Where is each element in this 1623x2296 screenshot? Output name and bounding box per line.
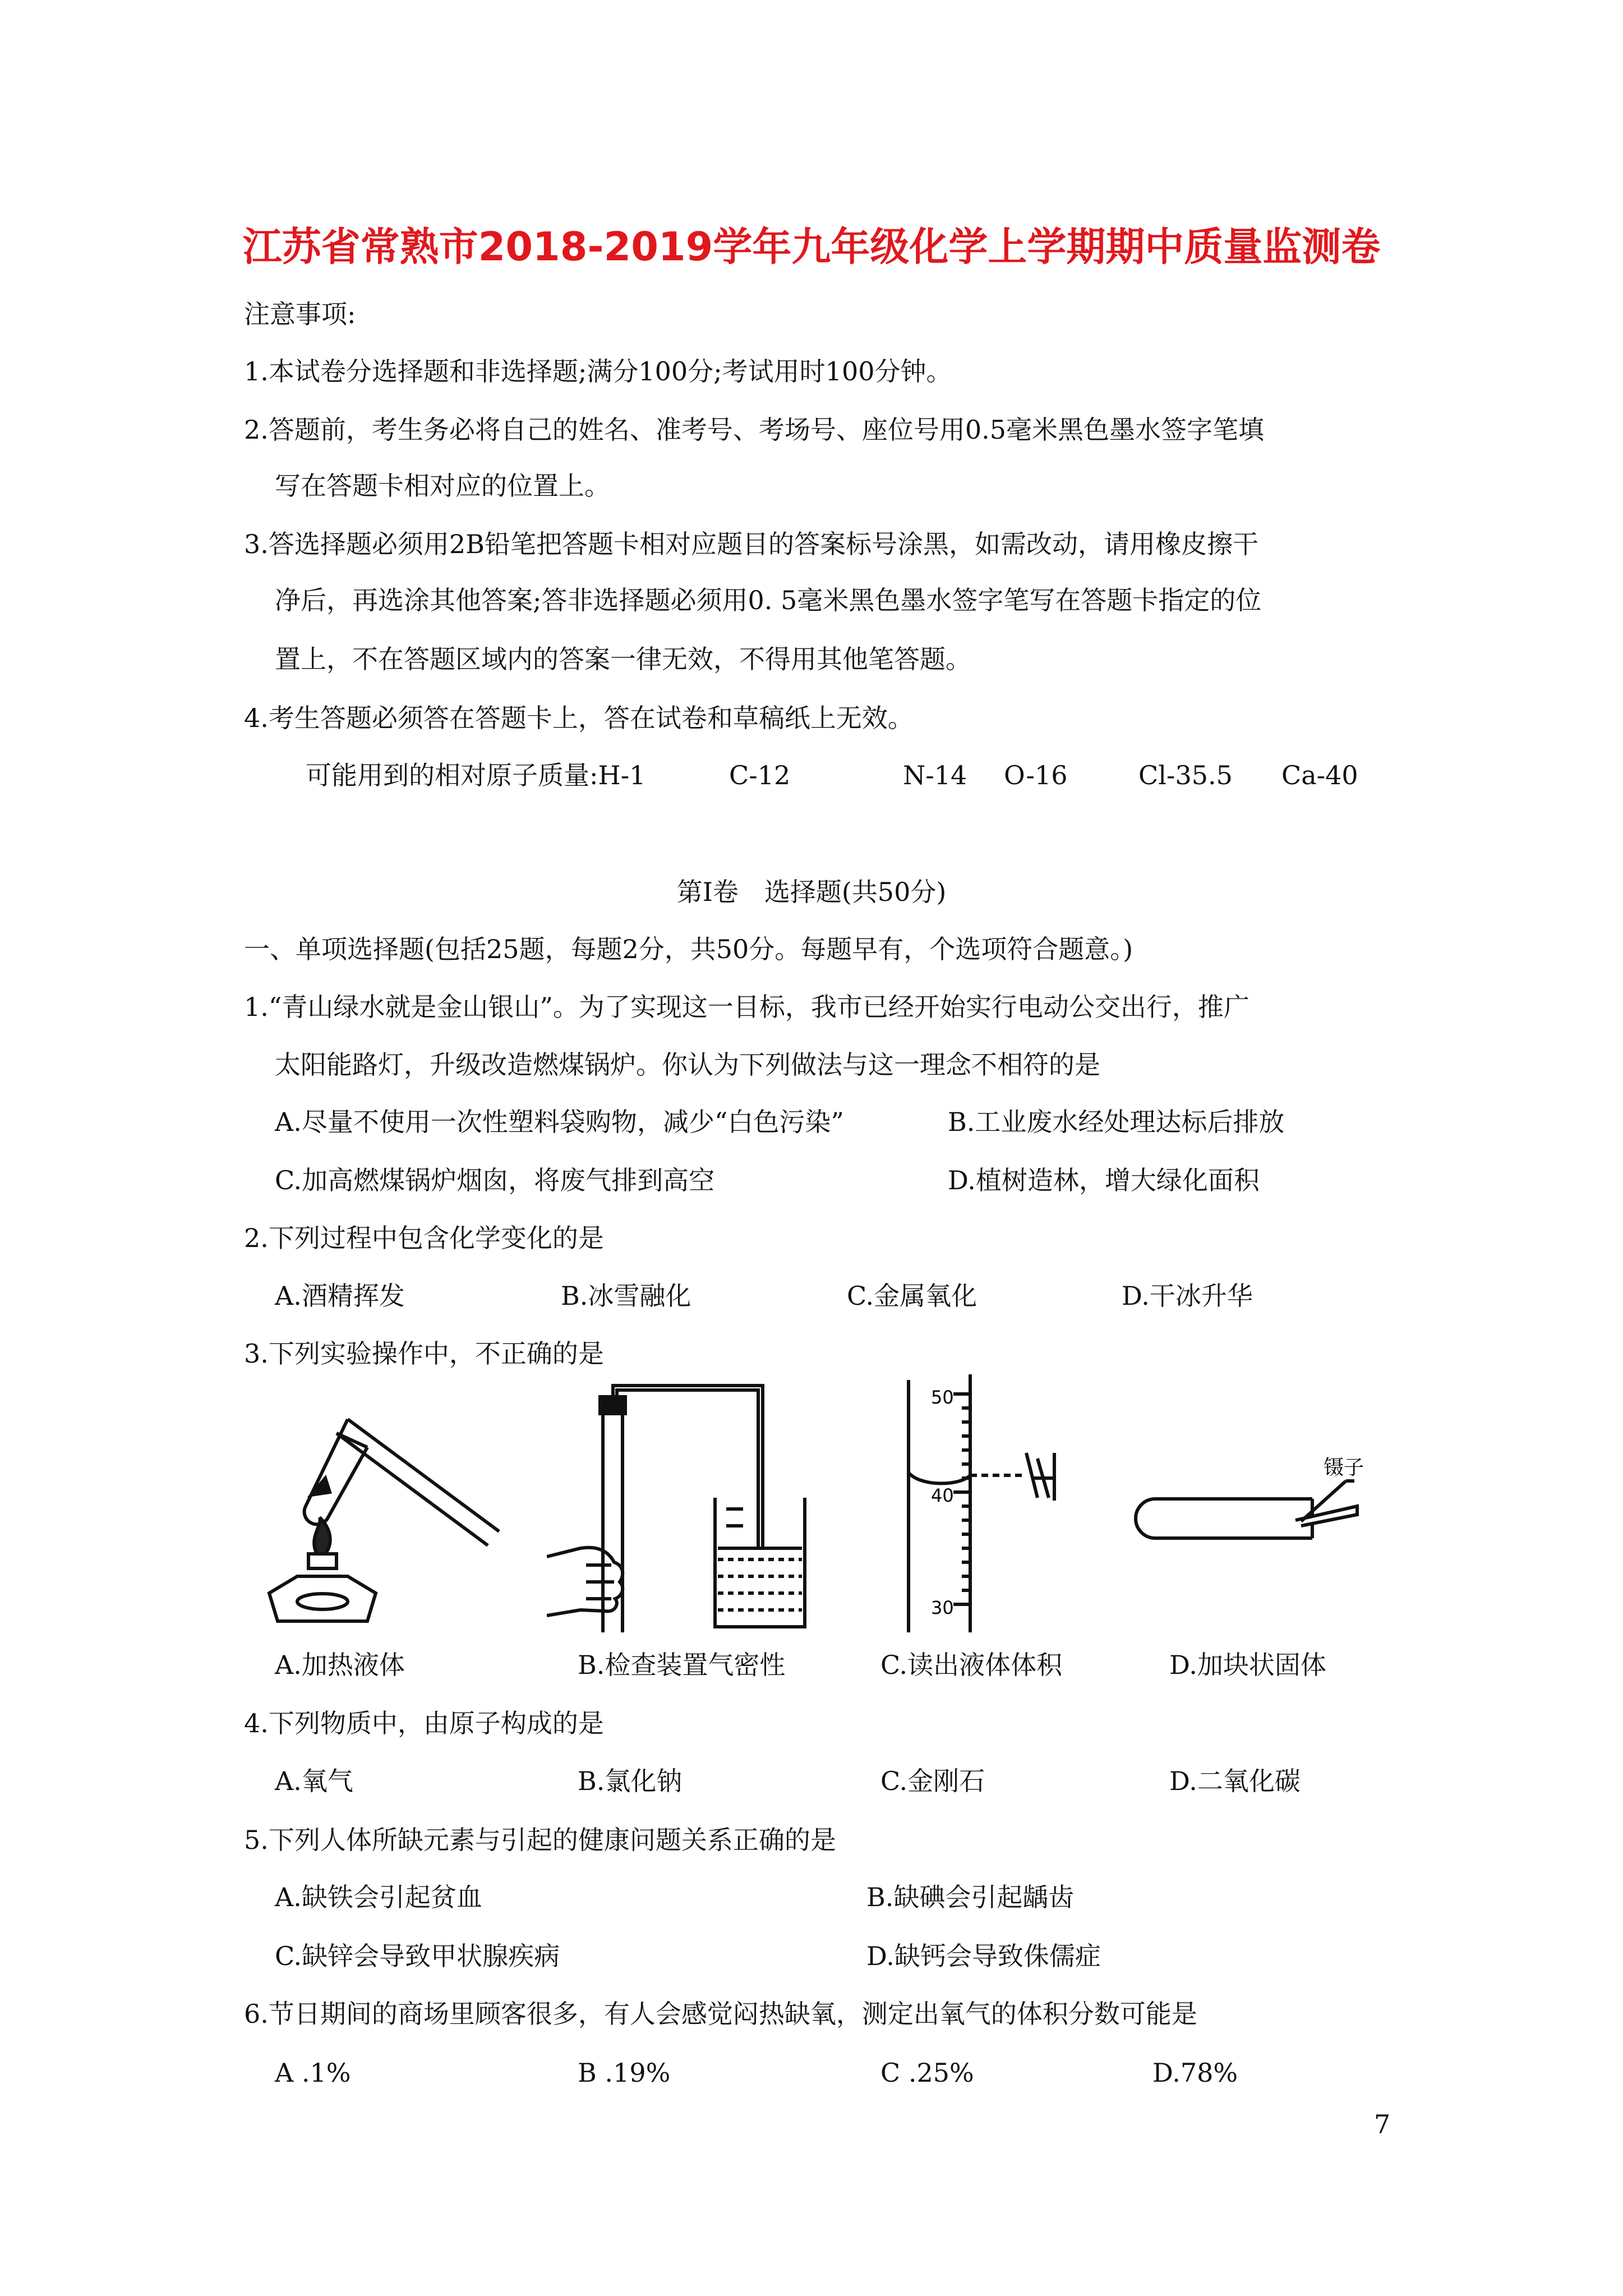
option-2a: A.酒精挥发 xyxy=(275,1281,405,1311)
note-item-3-line-3: 置上，不在答题区域内的答案一律无效，不得用其他笔答题。 xyxy=(275,644,971,674)
option-2c: C.金属氧化 xyxy=(847,1281,978,1311)
question-6: 6.节日期间的商场里顾客很多，有人会感觉闷热缺氧，测定出氧气的体积分数可能是 xyxy=(244,1999,1197,2029)
option-3c: C.读出液体体积 xyxy=(880,1650,1063,1680)
question-1-line-2: 太阳能路灯，升级改造燃煤锅炉。你认为下列做法与这一理念不相符的是 xyxy=(275,1050,1100,1080)
question-2: 2.下列过程中包含化学变化的是 xyxy=(244,1223,604,1253)
option-1b: B.工业废水经处理达标后排放 xyxy=(948,1107,1285,1137)
option-1a: A.尽量不使用一次性塑料袋购物，减少“白色污染” xyxy=(275,1107,844,1137)
option-6c: C .25% xyxy=(880,2058,974,2088)
option-3d: D.加块状固体 xyxy=(1169,1650,1326,1680)
page-number: 7 xyxy=(1374,2109,1391,2139)
cylinder-tick-50: 50 xyxy=(931,1387,954,1408)
option-6a: A .1% xyxy=(275,2058,351,2088)
air-tightness-figure xyxy=(547,1380,822,1644)
section-title: 第Ⅰ卷 选择题(共50分) xyxy=(676,877,947,907)
note-item-2-line-1: 2.答题前，考生务必将自己的姓名、准考号、考场号、座位号用0.5毫米黑色墨水签字笔填 xyxy=(244,415,1265,445)
graduated-cylinder-figure xyxy=(886,1369,1099,1638)
atomic-mass-c: C-12 xyxy=(729,760,791,790)
option-2b: B.冰雪融化 xyxy=(561,1281,691,1311)
note-item-3-line-1: 3.答选择题必须用2B铅笔把答题卡相对应题目的答案标号涂黑，如需改动，请用橡皮擦干 xyxy=(244,529,1258,559)
atomic-mass-label: 可能用到的相对原子质量:H-1 xyxy=(306,760,646,790)
option-2d: D.干冰升华 xyxy=(1122,1281,1253,1311)
note-item-2-line-2: 写在答题卡相对应的位置上。 xyxy=(275,471,610,501)
option-5b: B.缺碘会引起龋齿 xyxy=(866,1882,1075,1912)
atomic-mass-o: O-16 xyxy=(1004,760,1068,790)
question-4: 4.下列物质中，由原子构成的是 xyxy=(244,1708,604,1738)
option-1c: C.加高燃煤锅炉烟囱，将废气排到高空 xyxy=(275,1165,715,1195)
cylinder-tick-40: 40 xyxy=(931,1485,954,1506)
cylinder-tick-30: 30 xyxy=(931,1597,954,1618)
note-item-1: 1.本试卷分选择题和非选择题;满分100分;考试用时100分钟。 xyxy=(244,356,952,386)
note-item-3-line-2: 净后，再选涂其他答案;答非选择题必须用0. 5毫米黑色墨水签字笔写在答题卡指定的位 xyxy=(275,585,1262,615)
heating-liquid-figure xyxy=(264,1386,505,1632)
question-3: 3.下列实验操作中，不正确的是 xyxy=(244,1338,604,1369)
part-instructions: 一、单项选择题(包括25题，每题2分，共50分。每题早有，个选项符合题意。) xyxy=(244,934,1133,964)
option-4b: B.氯化钠 xyxy=(578,1766,683,1796)
note-item-4: 4.考生答题必须答在答题卡上，答在试卷和草稿纸上无效。 xyxy=(244,703,914,733)
question-5: 5.下列人体所缺元素与引起的健康问题关系正确的是 xyxy=(244,1825,836,1855)
notes-heading: 注意事项: xyxy=(244,299,356,329)
option-6d: D.78% xyxy=(1152,2058,1238,2088)
option-3a: A.加热液体 xyxy=(275,1650,405,1680)
option-4a: A.氧气 xyxy=(275,1766,353,1796)
option-6b: B .19% xyxy=(578,2058,671,2088)
adding-solid-figure xyxy=(1133,1447,1380,1559)
option-3b: B.检查装置气密性 xyxy=(578,1650,786,1680)
option-5c: C.缺锌会导致甲状腺疾病 xyxy=(275,1941,560,1971)
option-5a: A.缺铁会引起贫血 xyxy=(275,1882,482,1912)
option-4c: C.金刚石 xyxy=(880,1766,985,1796)
option-5d: D.缺钙会导致侏儒症 xyxy=(866,1941,1101,1971)
question-1-line-1: 1.“青山绿水就是金山银山”。为了实现这一目标，我市已经开始实行电动公交出行，推广 xyxy=(244,992,1249,1022)
page-title: 江苏省常熟市2018-2019学年九年级化学上学期期中质量监测卷 xyxy=(242,224,1381,270)
option-4d: D.二氧化碳 xyxy=(1169,1766,1301,1796)
atomic-mass-ca: Ca-40 xyxy=(1281,760,1358,790)
atomic-mass-n: N-14 xyxy=(903,760,967,790)
option-1d: D.植树造林，增大绿化面积 xyxy=(948,1165,1260,1195)
atomic-mass-cl: Cl-35.5 xyxy=(1138,760,1233,790)
tweezers-label: 镊子 xyxy=(1324,1456,1364,1479)
